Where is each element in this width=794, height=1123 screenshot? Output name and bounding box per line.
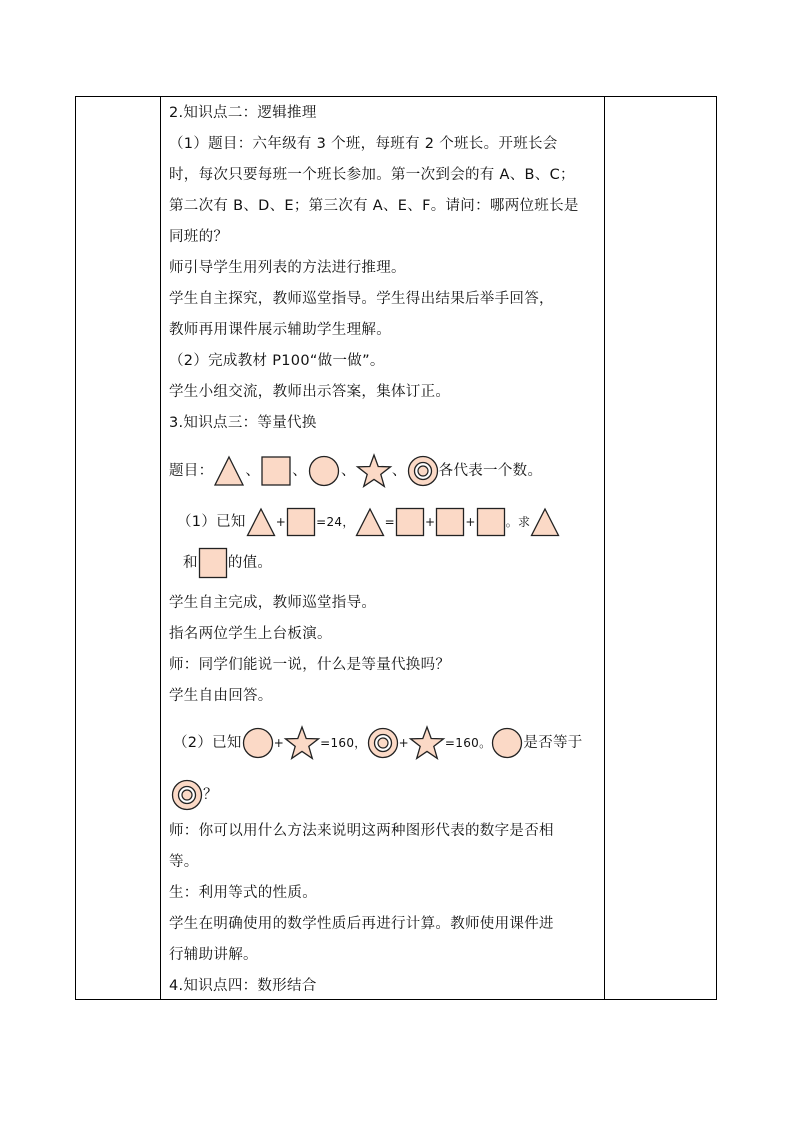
separator: 、	[391, 463, 407, 479]
q1-and: 和	[183, 555, 198, 571]
question-mark: ？	[203, 787, 218, 803]
text-line: 行辅助讲解。	[169, 947, 258, 963]
square-icon	[260, 455, 292, 487]
equals-24: =24，	[316, 515, 355, 529]
triangle-icon	[246, 507, 276, 537]
q2-tail: 是否等于	[523, 735, 583, 751]
lesson-table	[75, 96, 717, 1000]
text-line: 学生自由回答。	[169, 688, 273, 704]
shapes-suffix: 各代表一个数。	[438, 463, 543, 479]
text-line: 第二次有 B、D、E；第三次有 A、E、F。请问：哪两位班长是	[169, 198, 579, 214]
q2-prefix: （2）已知	[173, 735, 242, 751]
text-line: （2）完成教材 P100“做一做”。	[169, 353, 385, 369]
plus-sign: +	[275, 515, 287, 529]
triangle-icon	[213, 455, 245, 487]
text-line: 学生小组交流，教师出示答案，集体订正。	[169, 384, 451, 400]
question-1-line	[177, 507, 560, 537]
triangle-icon	[355, 507, 385, 537]
text-line: 学生自主完成，教师巡堂指导。	[169, 595, 377, 611]
star-icon	[284, 725, 320, 761]
question-1-line-2	[183, 547, 272, 579]
text-line: 学生在明确使用的数学性质后再进行计算。教师使用课件进	[169, 916, 554, 932]
plus-sign: +	[398, 736, 409, 750]
text-line: 生：利用等式的性质。	[169, 885, 317, 901]
shapes-definition-line	[169, 453, 542, 489]
heading-point-two: 2.知识点二：逻辑推理	[169, 105, 317, 121]
q1-tail: 的值。	[227, 555, 273, 571]
text-line: 时，每次只要每班一个班长参加。第一次到会的有 A、B、C；	[169, 167, 575, 183]
star-icon	[356, 453, 392, 489]
q1-end: 。求	[505, 515, 531, 529]
ring-icon	[367, 727, 399, 759]
circle-icon	[307, 455, 341, 487]
triangle-icon	[530, 507, 560, 537]
text-line: 师引导学生用列表的方法进行推理。	[169, 260, 406, 276]
star-icon	[409, 725, 445, 761]
question-2-line-2	[171, 779, 218, 811]
column-divider-right	[604, 97, 605, 999]
ring-icon	[171, 779, 203, 811]
text-line: 等。	[169, 854, 199, 870]
plus-sign: +	[424, 515, 436, 529]
text-line: 师：同学们能说一说，什么是等量代换吗？	[169, 657, 451, 673]
equals-sign: =	[384, 515, 395, 529]
text-line: （1）题目：六年级有 3 个班，每班有 2 个班长。开班长会	[169, 136, 558, 152]
shapes-prefix: 题目：	[169, 463, 214, 479]
circle-icon	[491, 727, 523, 759]
circle-icon	[242, 727, 274, 759]
q1-prefix: （1）已知	[177, 514, 246, 530]
text-line: 同班的？	[169, 229, 229, 245]
square-icon	[198, 547, 228, 579]
heading-point-three: 3.知识点三：等量代换	[169, 415, 317, 431]
text-line: 学生自主探究，教师巡堂指导。学生得出结果后举手回答，	[169, 291, 554, 307]
text-line: 师：你可以用什么方法来说明这两种图形代表的数字是否相	[169, 823, 554, 839]
plus-sign: +	[465, 515, 476, 529]
equals-160: =160。	[444, 736, 492, 750]
column-divider-left	[160, 97, 161, 999]
heading-point-four: 4.知识点四：数形结合	[169, 978, 317, 994]
separator: 、	[245, 463, 261, 479]
square-icon	[395, 507, 425, 537]
ring-icon	[407, 455, 439, 487]
plus-sign: +	[273, 736, 285, 750]
equals-160: =160，	[320, 736, 367, 750]
text-line: 教师再用课件展示辅助学生理解。	[169, 322, 391, 338]
text-line: 指名两位学生上台板演。	[169, 626, 332, 642]
separator: 、	[292, 463, 308, 479]
square-icon	[435, 507, 465, 537]
square-icon	[476, 507, 506, 537]
question-2-line	[173, 725, 583, 761]
separator: 、	[341, 463, 356, 479]
square-icon	[286, 507, 316, 537]
